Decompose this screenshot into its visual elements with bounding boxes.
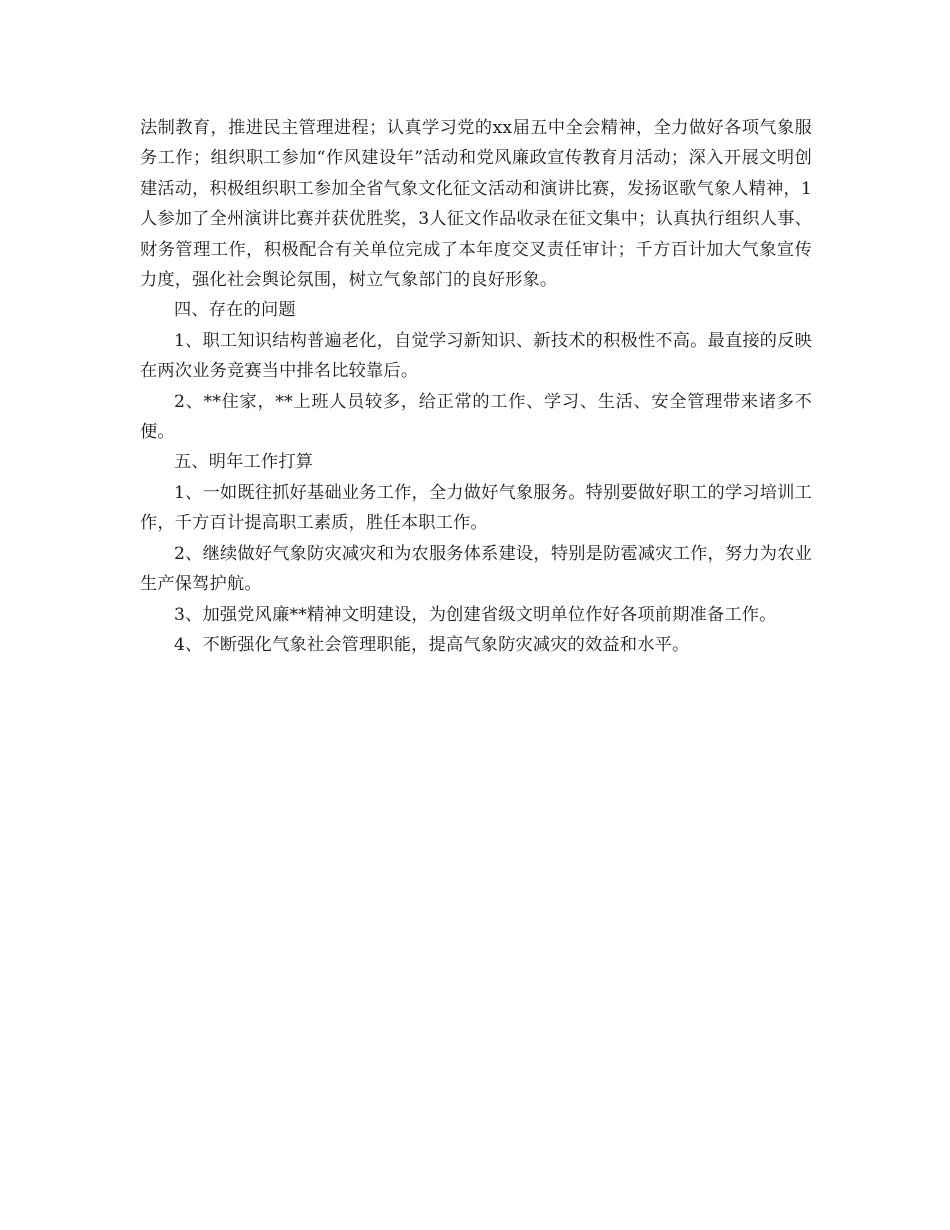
section-heading-plans: 五、明年工作打算 <box>174 452 314 473</box>
plan-item-4: 4、不断强化气象社会管理职能，提高气象防灾减灾的效益和水平。 <box>174 634 690 655</box>
plan-item-1: 1、一如既往抓好基础业务工作，全力做好气象服务。特别要做好职工的学习培训工作，千方百计提高职工素质，胜任本职工作。 <box>140 482 812 534</box>
plan-item-2: 2、继续做好气象防灾减灾和为农服务体系建设，特别是防雹减灾工作，努力为农业生产保驾护航。 <box>140 543 812 595</box>
section-heading-problems: 四、存在的问题 <box>174 300 296 321</box>
plan-item-3: 3、加强党风廉**精神文明建设，为创建省级文明单位作好各项前期准备工作。 <box>174 604 777 625</box>
problem-item-1: 1、职工知识结构普遍老化，自觉学习新知识、新技术的积极性不高。最直接的反映在两次业务竞赛当中排名比较靠后。 <box>140 330 812 382</box>
paragraph-continuation: 法制教育，推进民主管理进程；认真学习党的xx届五中全会精神，全力做好各项气象服务工作；组织职工参加“作风建设年”活动和党风廉政宣传教育月活动；深入开展文明创建活动，积极组织职工参加全省气象文化征文活动和演讲比赛，发扬讴歌气象人精神，1人参加了全州演讲比赛并获优胜奖，3人征文作品收录在征文集中；认真执行组织人事、财务管理工作，积极配合有关单位完成了本年度交叉责任审计；千方百计加大气象宣传力度，强化社会舆论氛围，树立气象部门的良好形象。 <box>140 118 812 291</box>
document-body <box>140 113 812 660</box>
problem-item-2: 2、**住家，**上班人员较多，给正常的工作、学习、生活、安全管理带来诸多不便。 <box>140 391 812 443</box>
